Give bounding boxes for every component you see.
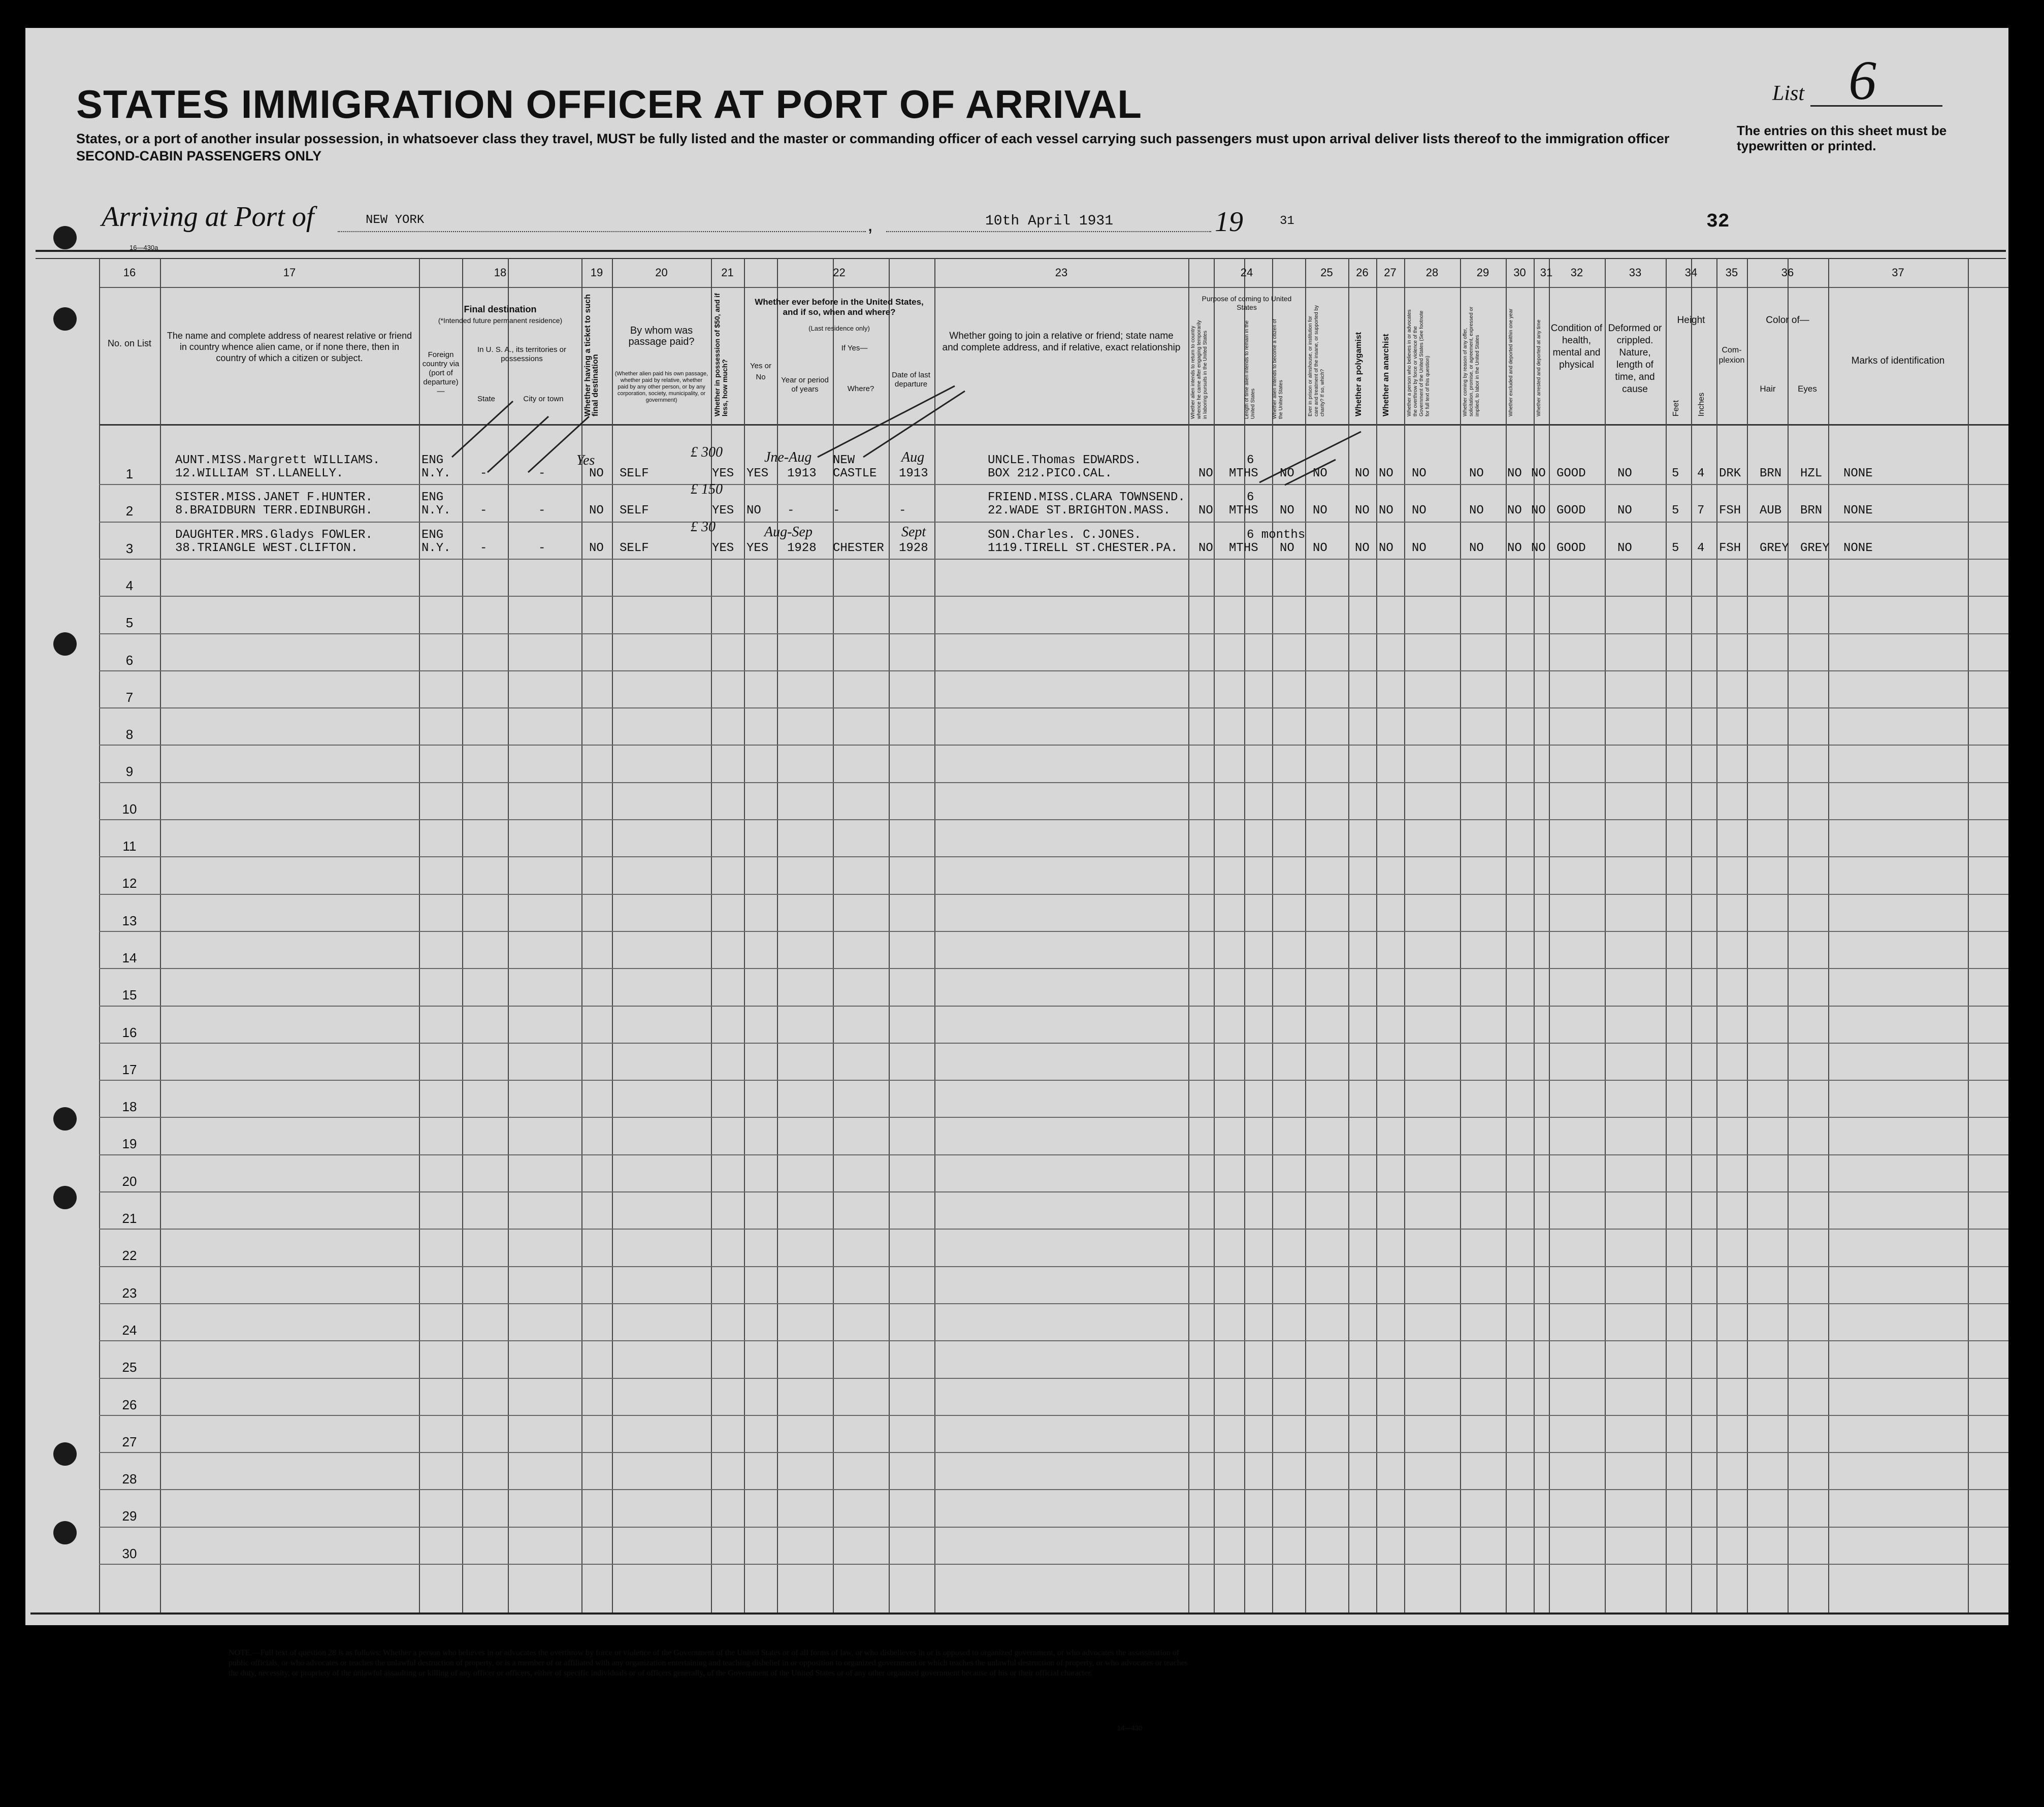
row-number: 11 xyxy=(122,838,137,854)
header-where: Where? xyxy=(847,384,874,393)
passenger-foreign-via: N.Y. xyxy=(421,467,451,480)
passenger-excluded: NO xyxy=(1507,467,1522,480)
passenger-foreign: ENG xyxy=(421,528,444,542)
passenger-hair: GREY xyxy=(1760,541,1789,555)
passenger-polygamist: NO xyxy=(1355,467,1370,480)
header-polygamist: Whether a polygamist xyxy=(1354,332,1363,416)
row-number: 29 xyxy=(122,1508,137,1524)
passenger-feet: 5 xyxy=(1672,541,1679,555)
colnum-16: 16 xyxy=(123,266,136,279)
passenger-inches: 4 xyxy=(1697,541,1705,555)
colnum-32: 32 xyxy=(1570,266,1583,279)
row-number: 4 xyxy=(125,577,134,593)
row-number: 10 xyxy=(122,801,137,817)
colnum-28: 28 xyxy=(1425,266,1439,279)
passenger-excluded: NO xyxy=(1507,504,1522,518)
header-year-period: Year or period of years xyxy=(781,376,829,394)
passenger-join-line2: 1119.TIRELL ST.CHESTER.PA. xyxy=(988,541,1178,555)
passenger-money: YES xyxy=(712,541,734,555)
header-eyes: Eyes xyxy=(1798,384,1817,394)
passenger-years: - xyxy=(787,504,795,518)
passenger-city: - xyxy=(538,541,546,555)
colnum-26: 26 xyxy=(1356,266,1369,279)
passenger-years: 1928 xyxy=(787,541,817,555)
passenger-departure-hand: Aug xyxy=(901,449,925,465)
row-number: 1 xyxy=(125,466,134,481)
row-number: 15 xyxy=(122,987,137,1003)
header-join-relative: Whether going to join a relative or friend; state name and complete address, and if relative, exact relationship xyxy=(942,331,1181,353)
colnum-35: 35 xyxy=(1725,266,1738,279)
colnum-29: 29 xyxy=(1476,266,1489,279)
row-number: 30 xyxy=(122,1545,137,1561)
passenger-eyes: BRN xyxy=(1800,504,1823,518)
header-hair: Hair xyxy=(1760,384,1776,394)
colnum-19: 19 xyxy=(590,266,603,279)
sheet-number: 32 xyxy=(1706,211,1730,233)
row-number: 2 xyxy=(125,503,134,519)
row-number: 17 xyxy=(122,1061,137,1077)
passenger-complexion: FSH xyxy=(1719,504,1741,518)
colnum-24: 24 xyxy=(1240,266,1253,279)
passenger-state: - xyxy=(480,541,488,555)
row-number: 3 xyxy=(125,540,134,556)
colnum-23: 23 xyxy=(1055,266,1068,279)
header-purpose: Purpose of coming to United States xyxy=(1202,295,1292,311)
passenger-deported: NO xyxy=(1531,504,1546,518)
header-purpose-b: Length of time alien intends to remain in the United States xyxy=(1244,320,1256,419)
passenger-departure: - xyxy=(899,504,906,518)
passenger-paid-by: SELF xyxy=(620,467,649,480)
passenger-complexion: FSH xyxy=(1719,541,1741,555)
header-relative-home: The name and complete address of nearest relative or friend in country whence alien came, or if none there, then in country of which a citizen or subject. xyxy=(167,331,412,363)
header-purpose-c: Whether alien intends to become a citizen of the United States xyxy=(1272,319,1284,419)
passenger-ticket: NO xyxy=(589,541,604,555)
passenger-length: MTHS xyxy=(1229,541,1258,555)
colnum-37: 37 xyxy=(1892,266,1904,279)
passenger-length-top: 6 xyxy=(1247,491,1254,505)
passenger-departure: 1928 xyxy=(899,541,928,555)
header-state: State xyxy=(477,395,496,403)
passenger-hair: BRN xyxy=(1760,467,1782,480)
row-number: 24 xyxy=(122,1322,137,1338)
passenger-paid-by: SELF xyxy=(620,541,649,555)
row-number: 7 xyxy=(125,689,134,705)
colnum-30: 30 xyxy=(1513,266,1526,279)
row-number: 14 xyxy=(122,950,137,965)
arrival-date: 10th April 1931 xyxy=(985,213,1114,229)
passenger-relative-line2: 38.TRIANGLE WEST.CLIFTON. xyxy=(175,541,359,555)
list-label: List xyxy=(1772,82,1805,105)
header-height: Height xyxy=(1677,315,1705,326)
colnum-17: 17 xyxy=(283,266,296,279)
passenger-feet: 5 xyxy=(1672,467,1679,480)
passenger-marks: NONE xyxy=(1843,467,1873,480)
passenger-join-line1: SON.Charles. C.JONES. xyxy=(988,528,1142,542)
passenger-years-hand: Jne-Aug xyxy=(764,449,812,465)
row-number: 13 xyxy=(122,913,137,928)
row-number: 21 xyxy=(122,1211,137,1226)
passenger-city: - xyxy=(538,504,546,518)
passenger-join-line1: UNCLE.Thomas EDWARDS. xyxy=(988,454,1142,467)
passenger-money: YES xyxy=(712,467,734,480)
page-subtitle: States, or a port of another insular possession, in whatsoever class they travel, MUST be fully listed and the master or commanding officer of each vessel carrying such passengers must upon arrival deliver lists thereof to the immigration officer xyxy=(76,131,1670,146)
passenger-departure-hand: Sept xyxy=(901,524,926,540)
colnum-36: 36 xyxy=(1781,266,1794,279)
passenger-state: - xyxy=(480,467,488,480)
passenger-years-hand: Aug-Sep xyxy=(764,524,813,540)
passenger-labor: NO xyxy=(1469,541,1484,555)
header-col29: Whether coming by reason of any offer, solicitation, promise, or agreement, expressed or implied, to labor in the United States xyxy=(1463,306,1480,416)
header-yes-or-no: Yes or No xyxy=(750,362,771,381)
row-number: 20 xyxy=(122,1173,137,1189)
passenger-paid-by: SELF xyxy=(620,504,649,518)
typewritten-instruction: The entries on this sheet must be typewritten or printed. xyxy=(1737,123,1947,153)
passenger-foreign-via: N.Y. xyxy=(421,504,451,518)
header-deformed: Deformed or crippled. Nature, length of time, and cause xyxy=(1608,323,1662,395)
passenger-relative-line1: SISTER.MISS.JANET F.HUNTER. xyxy=(175,491,373,505)
header-usa-territories: In U. S. A., its territories or possessions xyxy=(477,345,567,363)
passenger-relative-line2: 12.WILLIAM ST.LLANELLY. xyxy=(175,467,344,480)
row-number: 16 xyxy=(122,1024,137,1040)
header-if-yes: If Yes— xyxy=(841,344,868,352)
passenger-deported: NO xyxy=(1531,467,1546,480)
header-passage-paid-note: (Whether alien paid his own passage, whether paid by relative, whether paid by any other person, or by any corporation, society, municipality, or government) xyxy=(614,371,708,403)
header-ever-before: Whether ever before in the United States, and if so, when and where? xyxy=(755,297,924,317)
row-number: 19 xyxy=(122,1136,137,1152)
passenger-where-line2: - xyxy=(833,504,840,518)
year-suffix: 31 xyxy=(1280,214,1294,228)
row-number: 22 xyxy=(122,1248,137,1264)
header-col28: Whether a person who believes in or advocates the overthrow by force or violence of the Government of the United States (See footnote for full text of this question) xyxy=(1407,309,1431,416)
passenger-money-hand: £ 150 xyxy=(691,481,723,498)
port-value: NEW YORK xyxy=(366,213,425,227)
passenger-departure: 1913 xyxy=(899,467,928,480)
passenger-foreign: ENG xyxy=(421,491,444,505)
passenger-prison: NO xyxy=(1313,504,1327,518)
row-number: 6 xyxy=(125,652,134,668)
year-prefix: 19 xyxy=(1215,206,1243,238)
passenger-join-line1: FRIEND.MISS.CLARA TOWNSEND. xyxy=(988,491,1185,505)
row-number: 9 xyxy=(125,764,134,780)
header-no-on-list: No. on List xyxy=(107,338,152,348)
passenger-labor: NO xyxy=(1469,467,1484,480)
passenger-health: GOOD xyxy=(1556,467,1586,480)
passenger-relative-line1: AUNT.MISS.Margrett WILLIAMS. xyxy=(175,454,380,467)
passenger-eyes: HZL xyxy=(1800,467,1823,480)
footer-code: 14—430 xyxy=(1117,1724,1143,1732)
passenger-citizen: NO xyxy=(1280,504,1294,518)
header-possession-50: Whether in possession of $50, and if less, how much? xyxy=(713,293,729,416)
row-number: 5 xyxy=(125,615,134,631)
header-final-destination-note: (*Intended future permanent residence) xyxy=(438,316,563,325)
passenger-inches: 7 xyxy=(1697,504,1705,518)
colnum-34: 34 xyxy=(1684,266,1698,279)
arriving-label: Arriving at Port of xyxy=(102,201,314,233)
header-ticket: Whether having a ticket to such final destination xyxy=(583,294,600,416)
row-number: 8 xyxy=(125,727,134,743)
passenger-join-line2: BOX 212.PICO.CAL. xyxy=(988,467,1112,480)
passenger-ever-before: YES xyxy=(747,467,769,480)
passenger-class: SECOND-CABIN PASSENGERS ONLY xyxy=(76,148,322,164)
colnum-21: 21 xyxy=(721,266,734,279)
passenger-length: MTHS xyxy=(1229,504,1258,518)
list-number: 6 xyxy=(1848,49,1876,111)
passenger-money: YES xyxy=(712,504,734,518)
row-number: 27 xyxy=(122,1434,137,1449)
passenger-ticket: NO xyxy=(589,504,604,518)
form-code: 16—430a xyxy=(129,244,158,251)
hand-stroke xyxy=(818,386,965,457)
passenger-citizen: NO xyxy=(1280,541,1294,555)
passenger-deformed: NO xyxy=(1617,504,1632,518)
passenger-deformed: NO xyxy=(1617,467,1632,480)
header-foreign-country: Foreign country via (port of departure)— xyxy=(422,350,460,396)
passenger-hair: AUB xyxy=(1760,504,1782,518)
row-number: 12 xyxy=(122,876,137,891)
passenger-return: NO xyxy=(1198,467,1213,480)
row-number: 26 xyxy=(122,1397,137,1412)
colnum-31: 31 xyxy=(1540,266,1553,279)
passenger-health: GOOD xyxy=(1556,541,1586,555)
header-date-departure: Date of last departure xyxy=(892,371,930,389)
hand-stroke xyxy=(452,401,589,472)
passenger-state: - xyxy=(480,504,488,518)
passenger-ticket: NO xyxy=(589,467,604,480)
passenger-eyes: GREY xyxy=(1800,541,1830,555)
header-purpose-a: Whether alien intends to return to country whence he came after engaging temporarily in laboring pursuits in the United States xyxy=(1190,320,1208,419)
passenger-polygamist: NO xyxy=(1355,541,1370,555)
passenger-feet: 5 xyxy=(1672,504,1679,518)
passenger-labor: NO xyxy=(1469,504,1484,518)
header-city: City or town xyxy=(523,395,564,403)
passenger-polygamist: NO xyxy=(1355,504,1370,518)
passenger-inches: 4 xyxy=(1697,467,1705,480)
passenger-length-top: 6 months xyxy=(1247,528,1306,542)
passenger-where-line2: CHESTER xyxy=(833,541,884,555)
passenger-where-line2: CASTLE xyxy=(833,467,877,480)
header-passage-paid: By whom was passage paid? xyxy=(628,325,695,347)
passenger-relative-line2: 8.BRAIDBURN TERR.EDINBURGH. xyxy=(175,504,373,518)
passenger-overthrow: NO xyxy=(1412,467,1426,480)
passenger-foreign: ENG xyxy=(421,454,444,467)
passenger-relative-line1: DAUGHTER.MRS.Gladys FOWLER. xyxy=(175,528,373,542)
passenger-return: NO xyxy=(1198,504,1213,518)
header-col31: Whether arrested and deported at any time xyxy=(1536,319,1542,416)
colnum-18: 18 xyxy=(494,266,507,279)
passenger-health: GOOD xyxy=(1556,504,1586,518)
separator-comma: , xyxy=(867,213,873,236)
passenger-foreign-via: N.Y. xyxy=(421,541,451,555)
passenger-prison: NO xyxy=(1313,467,1327,480)
header-feet: Feet xyxy=(1672,400,1680,416)
passenger-length-top: 6 xyxy=(1247,454,1254,467)
colnum-33: 33 xyxy=(1629,266,1642,279)
passenger-return: NO xyxy=(1198,541,1213,555)
header-condition: Condition of health, mental and physical xyxy=(1550,323,1603,370)
header-final-destination: Final destination xyxy=(464,304,537,314)
passenger-anarchist: NO xyxy=(1379,467,1393,480)
colnum-22: 22 xyxy=(833,266,846,279)
header-col30: Whether excluded and deported within one year xyxy=(1508,308,1514,416)
row-number: 23 xyxy=(122,1285,137,1301)
passenger-citizen: NO xyxy=(1280,467,1294,480)
passenger-overthrow: NO xyxy=(1412,541,1426,555)
passenger-ticket-hand: Yes xyxy=(576,453,595,468)
passenger-ever-before: YES xyxy=(747,541,769,555)
passenger-prison: NO xyxy=(1313,541,1327,555)
passenger-join-line2: 22.WADE ST.BRIGHTON.MASS. xyxy=(988,504,1171,518)
passenger-length: MTHS xyxy=(1229,467,1258,480)
passenger-anarchist: NO xyxy=(1379,504,1393,518)
passenger-deformed: NO xyxy=(1617,541,1632,555)
header-ever-before-note: (Last residence only) xyxy=(808,325,870,332)
passenger-marks: NONE xyxy=(1843,504,1873,518)
footnote: NOTE.—Full text of question 28 is as follows: Whether a person who believes in or advocates the overthrow by force or violence of the Government of the United States or of all forms of law, or who disbelieves in or is opposed to organized government, or who advocates the assassination of public officials, or who advocates or teaches the unlawful destruction of property, or is a member of or affiliated with any organization entertaining and teaching disbelief in or opposition to organized government or which teaches the unlawful destruction of property, or who advocates or teaches the duty, necessity, or propriety of the unlawful assaulting or killing of any officer or officers, either of specific individuals or of officers generally, of the Government of the United States or of any other organized government because of his or their official character. xyxy=(229,1649,1188,1677)
passenger-ever-before: NO xyxy=(747,504,761,518)
passenger-deported: NO xyxy=(1531,541,1546,555)
passenger-years: 1913 xyxy=(787,467,817,480)
row-number: 18 xyxy=(122,1099,137,1115)
passenger-overthrow: NO xyxy=(1412,504,1426,518)
page-title: STATES IMMIGRATION OFFICER AT PORT OF ARRIVAL xyxy=(76,82,1142,126)
colnum-27: 27 xyxy=(1384,266,1397,279)
passenger-marks: NONE xyxy=(1843,541,1873,555)
hand-stroke xyxy=(1259,432,1361,482)
colnum-20: 20 xyxy=(655,266,668,279)
header-anarchist: Whether an anarchist xyxy=(1382,334,1390,416)
header-color-of: Color of— xyxy=(1766,315,1809,326)
header-complexion: Com-plexion xyxy=(1718,346,1745,365)
passenger-city: - xyxy=(538,467,546,480)
passenger-where-line1: NEW xyxy=(833,454,855,467)
passenger-anarchist: NO xyxy=(1379,541,1393,555)
passenger-complexion: DRK xyxy=(1719,467,1741,480)
passenger-excluded: NO xyxy=(1507,541,1522,555)
passenger-money-hand: £ 300 xyxy=(691,444,723,460)
header-inches: Inches xyxy=(1697,392,1706,416)
passenger-money-hand: £ 30 xyxy=(691,519,716,535)
header-marks: Marks of identification xyxy=(1851,356,1945,366)
hand-stroke xyxy=(1285,460,1336,485)
colnum-25: 25 xyxy=(1320,266,1333,279)
row-number: 28 xyxy=(122,1471,137,1487)
header-prison: Ever in prison or almshouse, or institution for care and treatment of the insane, or supported by charity? If so, which? xyxy=(1308,305,1325,416)
row-number: 25 xyxy=(122,1360,137,1375)
